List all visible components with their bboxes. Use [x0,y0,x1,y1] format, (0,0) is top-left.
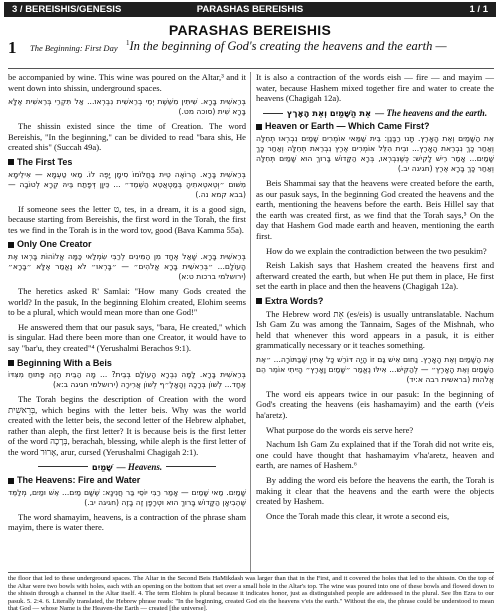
paragraph: Reish Lakish says that Hashem created the heavens first and afterward created the earth, but when He put them in place, He first set the earth in place and then the heavens (Chagigah 12a). [256,260,494,292]
paragraph: How do we explain the contradiction between the two pesukim? [266,245,487,256]
square-bullet-icon [8,242,14,248]
lemma-rule [38,466,88,467]
section-heading-text: Heaven or Earth — Which Came First? [265,121,430,132]
paragraph: Once the Torah made this clear, it wrote a second eis, [266,510,450,521]
paragraph: If someone sees the letter ט, tes, in a dream, it is a good sign, because starting from Bereishis, the first word in the Torah, the first tes we find in the Torah is in the word tov, good (Bava Kamma 55a). [8,203,246,235]
verse-superscript: 1 [126,39,130,47]
header-center: PARASHAS BEREISHIS [196,4,304,15]
section-heading-text: Beginning With a Beis [17,357,112,368]
section-heading [256,296,494,307]
left-column [8,72,246,537]
lemma-heading [256,108,494,119]
section-heading [256,121,494,132]
lemma-hebrew: שָׁמַיִם [91,461,113,472]
hebrew-source: בְּרֵאשִׁית בָּרָא. לָמָּה נִבְרָא הָעוֹלָם בְּבֵית? ... מָה הַבֵּית הַזֶּה פָּתוּחַ מִצִּדּוֹ אֶחָד... לְשׁוֹן בְּרָכָה וְהָאָלֶ״ף לְשׁוֹן אֲרִירָה (ירושלמי חגיגה ב:א) [8,370,246,390]
paragraph: The word shamayim, heavens, is a contraction of the phrase sham mayim, there is water there. [8,511,246,533]
paragraph: By adding the word eis before the heavens the earth, the Torah is making it clear that the heavens and the earth were the objects created by Hashem. [256,475,494,507]
right-column [256,72,494,525]
verse-subtitle: The Beginning: First Day [30,43,118,53]
lemma-english: — The heavens and the earth. [375,107,488,118]
top-divider [8,68,494,69]
lemma-rule [263,113,283,114]
header-right: 1 / 1 [469,4,488,15]
section-heading-text: Only One Creator [17,239,92,250]
verse-text [126,39,494,54]
paragraph: Nachum Ish Gam Zu explained that if the Torah did not write eis, one could have thought that hashamayim v'ha'aretz, heaven and earth, are names of Hashem.⁶ [256,439,494,471]
hebrew-source: בְּרֵאשִׁית בָּרָא. שִׁיתִּין מִשֵּׁשֶׁת יְמֵי בְרֵאשִׁית נִבְרְאוּ... אַל תִּקְרֵי בְּרֵאשִׁית אֶלָּא בָּרָא שִׁית (סוכה מט.) [8,97,246,117]
paragraph: What purpose do the words eis serve here? [266,424,414,435]
section-heading-text: Extra Words? [265,295,324,306]
paragraph: Beis Shammai say that the heavens were created before the earth, as our pasuk says, In the beginning God created the heavens and the earth, mentioning the heavens before the earth. Beis Hillel say that the earth was created first, as we find that the Torah says,⁵ On the day that Hashem God made earth and heaven, mentioning the earth first. [256,177,494,241]
column-divider [250,72,251,572]
section-heading-text: The Heavens: Fire and Water [17,475,141,486]
hebrew-source: אֵת הַשָּׁמַיִם וְאֵת הָאָרֶץ. תָּנוּ רַבָּנַן: בֵּית שַׁמַּאי אוֹמְרִים שָׁמַיִם נִבְרְאוּ תְחִלָּה וְאַחַר כָּךְ נִבְרֵאת הָאָרֶץ... וּבֵית הִלֵּל אוֹמְרִים אֶרֶץ נִבְרֵאת תְּחִלָּה וְאַחַר כָּךְ שָׁמַיִם... אָמַר רֵישׁ לָקִישׁ: כְּשֶׁנִּבְרְאוּ, בְּרָא הַקָּדוֹשׁ בָּרוּךְ הוּא שָׁמַיִם תְּחִלָּה וְאַחַר כָּךְ בָּרָא אֶרֶץ (חגיגה יב.) [256,133,494,173]
lemma-hebrew: אֵת הַשָּׁמַיִם וְאֵת הָאָרֶץ [286,107,372,118]
hebrew-source: בְּרֵאשִׁית בָּרָא. הָרוֹאֶה טֵית בַּחֲלוֹמוֹ סִימָן יָפֶה לוֹ. מַאי טַעְמָא — אִילֵימָא מִשּׁוּם ״וְטֵאטֵאתִיהָ בְּמַטְאֲטֵא הַשְׁמֵד״ ... כֵּיוָן דְּפָתַח בֵּיהּ קְרָא לְטוֹבָה — (בבא קמא נה.) [8,169,246,199]
square-bullet-icon [8,159,14,165]
section-heading [8,157,246,168]
hebrew-source: אֵת הַשָּׁמַיִם וְאֵת הָאָרֶץ. נַחוּם אִישׁ גַּם זוֹ הָיָה דּוֹרֵשׁ כָּל אֶתִּין שֶׁבַּתּוֹרָה... ״אֵת הַשָּׁמַיִם וְאֵת הָאָרֶץ״ — לְהַקִּישׁ... אִילּוּ נֶאֱמַר ״שָׁמַיִם וָאָרֶץ״ הָיִיתִי אוֹמֵר הֵם אֱלֹהוּת (בראשית רבה א:יד) [256,354,494,384]
section-heading [8,239,246,250]
paragraph: The heretics asked R' Samlai: "How many Gods created the world? In the pasuk, In the beginning Elohim created, Elohim seems to be a plural, which would mean more than one God!" [8,285,246,318]
page-title: PARASHAS BEREISHIS [168,22,332,38]
square-bullet-icon [8,478,14,484]
footnotes: the floor that led to these underground spaces. The Altar in the Second Beis HaMikdash was larger than that in the First, and it covered the holes that led to the shissin. On the top of the Altar were two bowls with holes, each with an opening on the bottom that set over a small hole in the Altar's top. The wine was poured into one of these bowls and flowed down to the shissin through a channel in the Altar itself. 4. The term Elohim is plural because it indicates honor, just as distinguished people are addressed in the plural. See Ibn Ezra to our pasuk. 5. 2:4. 6. Literally translated, the Hebrew phrase reads: "In the beginning, created God eis the heavens v'eis the earth." Without the eis, the phrase could be understood to mean that God — whose Name is the Heaven-the Earth — created [the universe]. [8,575,494,613]
paragraph: The word eis appears twice in our pasuk: In the beginning of God's creating the heavens (eis hashamayim) and the earth (v'eis ha'aretz). [256,388,494,421]
verse-line [8,38,494,66]
paragraph: The shissin existed since the time of Creation. The word Bereishis, "In the beginning," can be divided to read "bara shis, He created shis" (Succah 49a). [8,121,246,153]
header-left: 3 / BEREISHIS/GENESIS [12,4,122,15]
square-bullet-icon [256,298,262,304]
verse-text-body: In the beginning of God's creating the heavens and the earth — [129,39,447,54]
paragraph: He answered them that our pasuk says, "bara, He created," which is singular. Had there been more than one Creator, it would have to say "bar'u, they created"⁴ (Yerushalmi Berachos 9:1). [8,321,246,353]
square-bullet-icon [256,124,262,130]
lemma-rule [166,466,216,467]
square-bullet-icon [8,360,14,366]
paragraph: It is also a contraction of the words eish — fire — and mayim — water, because Hashem mixed together fire and water to create the heavens (Chagigah 12a). [256,72,494,104]
section-heading-text: The First Tes [17,156,73,167]
lemma-heading [8,462,246,473]
running-header [4,2,496,17]
paragraph: be accompanied by wine. This wine was poured on the Altar,³ and it went down into shissin, underground spaces. [8,72,246,93]
section-heading [8,358,246,369]
verse-number: 1 [8,38,17,57]
paragraph: The Torah begins the description of Creation with the word בְּרֵאשִׁית, which begins with the letter beis. Why was the world created with the letter beis, the second letter of the Hebrew alphabet, rather than aleph, the first letter? It is because beis is the first letter of the word בְּרָכָה, berachah, blessing, while aleph is the first letter of the word אָרוּר, arur, cursed (Yerushalmi Chagigah 2:1). [8,394,246,458]
lemma-english: — Heavens. [116,461,163,472]
footnote-divider [8,572,494,573]
hebrew-source: בְּרֵאשִׁית בָּרָא. שָׁאַל אֶחָד מִן הַמִּינִים לְרַבִּי שִׂמְלַאי כַּמָּה אֱלוֹהוֹת בָּרְאוּ אֶת הָעוֹלָם... ״בְּרֵאשִׁית בָּרָא אֱלֹהִים״ — ״בָּרְאוּ״ לֹא נֶאֱמַר אֶלָּא ״בָּרָא״ (ירושלמי ברכות ט:א) [8,251,246,281]
paragraph: The Hebrew word אֵת (es/eis) is usually untranslatable. Nachum Ish Gam Zu was among the Tannaim, Sages of the Mishnah, who held that whenever this word appears in a pasuk, it is either grammatically necessary or it teaches something. [256,308,494,351]
hebrew-source: שָׁמַיִם. מַאי שָׁמַיִם — אָמַר רַבִּי יוֹסֵי בַּר חֲנִינָא: שֶׁשָּׁם מַיִם... אֵשׁ וּמַיִם, מְלַמֵּד שֶׁהֵבִיאָן הַקָּדוֹשׁ בָּרוּךְ הוּא וּטְרָפָן זֶה בָזֶה (חגיגה יב.) [8,487,246,507]
section-heading [8,475,246,486]
